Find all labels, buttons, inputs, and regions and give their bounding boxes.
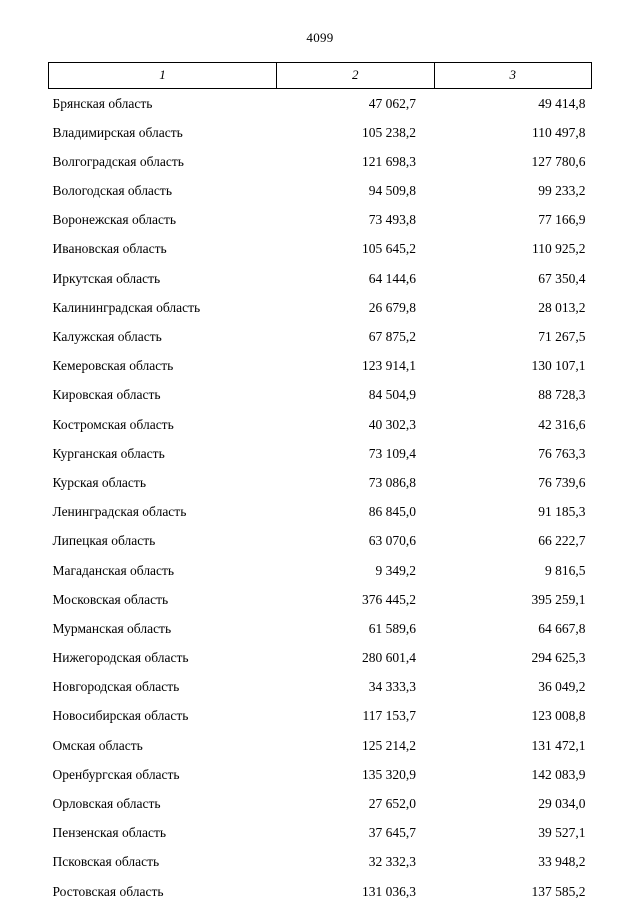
value-column-2: 105 238,2 — [277, 118, 434, 147]
table-row — [49, 147, 592, 176]
value-column-2: 34 333,3 — [277, 673, 434, 702]
table-row — [49, 527, 592, 556]
table-row — [49, 177, 592, 206]
value-column-2: 67 875,2 — [277, 323, 434, 352]
value-column-2: 117 153,7 — [277, 702, 434, 731]
value-column-3: 91 185,3 — [434, 498, 591, 527]
region-name: Курганская область — [49, 439, 277, 468]
table-row — [49, 352, 592, 381]
value-column-2: 73 109,4 — [277, 439, 434, 468]
region-name: Липецкая область — [49, 527, 277, 556]
value-column-3: 110 925,2 — [434, 235, 591, 264]
table-row — [49, 439, 592, 468]
table-container — [48, 62, 592, 906]
value-column-2: 73 086,8 — [277, 468, 434, 497]
region-name: Кировская область — [49, 381, 277, 410]
value-column-3: 130 107,1 — [434, 352, 591, 381]
value-column-3: 36 049,2 — [434, 673, 591, 702]
data-table — [48, 62, 592, 906]
value-column-2: 64 144,6 — [277, 264, 434, 293]
value-column-2: 9 349,2 — [277, 556, 434, 585]
region-name: Магаданская область — [49, 556, 277, 585]
table-row — [49, 585, 592, 614]
table-row — [49, 206, 592, 235]
table-row — [49, 235, 592, 264]
value-column-2: 131 036,3 — [277, 877, 434, 906]
value-column-2: 123 914,1 — [277, 352, 434, 381]
value-column-3: 395 259,1 — [434, 585, 591, 614]
region-name: Волгоградская область — [49, 147, 277, 176]
page-number: 4099 — [0, 0, 640, 46]
table-row — [49, 89, 592, 119]
value-column-3: 42 316,6 — [434, 410, 591, 439]
region-name: Ивановская область — [49, 235, 277, 264]
region-name: Новгородская область — [49, 673, 277, 702]
table-row — [49, 877, 592, 906]
region-name: Воронежская область — [49, 206, 277, 235]
region-name: Брянская область — [49, 89, 277, 119]
value-column-2: 27 652,0 — [277, 790, 434, 819]
region-name: Московская область — [49, 585, 277, 614]
region-name: Калужская область — [49, 323, 277, 352]
value-column-3: 49 414,8 — [434, 89, 591, 119]
value-column-2: 47 062,7 — [277, 89, 434, 119]
value-column-3: 76 763,3 — [434, 439, 591, 468]
region-name: Новосибирская область — [49, 702, 277, 731]
region-name: Вологодская область — [49, 177, 277, 206]
value-column-3: 39 527,1 — [434, 819, 591, 848]
value-column-3: 64 667,8 — [434, 614, 591, 643]
table-row — [49, 323, 592, 352]
value-column-3: 76 739,6 — [434, 468, 591, 497]
region-name: Нижегородская область — [49, 644, 277, 673]
value-column-3: 66 222,7 — [434, 527, 591, 556]
value-column-3: 88 728,3 — [434, 381, 591, 410]
region-name: Ростовская область — [49, 877, 277, 906]
column-header-1: 1 — [49, 63, 277, 89]
table-row — [49, 644, 592, 673]
value-column-2: 105 645,2 — [277, 235, 434, 264]
value-column-3: 110 497,8 — [434, 118, 591, 147]
table-row — [49, 702, 592, 731]
region-name: Калининградская область — [49, 293, 277, 322]
value-column-3: 131 472,1 — [434, 731, 591, 760]
region-name: Мурманская область — [49, 614, 277, 643]
table-row — [49, 264, 592, 293]
value-column-3: 127 780,6 — [434, 147, 591, 176]
table-row — [49, 498, 592, 527]
region-name: Псковская область — [49, 848, 277, 877]
value-column-3: 28 013,2 — [434, 293, 591, 322]
value-column-3: 71 267,5 — [434, 323, 591, 352]
value-column-2: 26 679,8 — [277, 293, 434, 322]
region-name: Костромская область — [49, 410, 277, 439]
region-name: Орловская область — [49, 790, 277, 819]
value-column-3: 142 083,9 — [434, 760, 591, 789]
region-name: Кемеровская область — [49, 352, 277, 381]
table-row — [49, 790, 592, 819]
value-column-3: 29 034,0 — [434, 790, 591, 819]
table-body — [49, 89, 592, 906]
value-column-2: 84 504,9 — [277, 381, 434, 410]
value-column-2: 135 320,9 — [277, 760, 434, 789]
value-column-3: 33 948,2 — [434, 848, 591, 877]
value-column-3: 77 166,9 — [434, 206, 591, 235]
value-column-3: 99 233,2 — [434, 177, 591, 206]
value-column-2: 121 698,3 — [277, 147, 434, 176]
table-row — [49, 673, 592, 702]
table-row — [49, 410, 592, 439]
table-row — [49, 118, 592, 147]
table-row — [49, 848, 592, 877]
value-column-2: 86 845,0 — [277, 498, 434, 527]
value-column-2: 61 589,6 — [277, 614, 434, 643]
table-row — [49, 819, 592, 848]
region-name: Оренбургская область — [49, 760, 277, 789]
table-row — [49, 293, 592, 322]
value-column-2: 40 302,3 — [277, 410, 434, 439]
region-name: Омская область — [49, 731, 277, 760]
table-row — [49, 381, 592, 410]
table-row — [49, 731, 592, 760]
value-column-3: 294 625,3 — [434, 644, 591, 673]
table-header — [49, 63, 592, 89]
table-row — [49, 760, 592, 789]
value-column-2: 37 645,7 — [277, 819, 434, 848]
region-name: Ленинградская область — [49, 498, 277, 527]
table-header-row — [49, 63, 592, 89]
table-row — [49, 556, 592, 585]
value-column-2: 376 445,2 — [277, 585, 434, 614]
value-column-3: 137 585,2 — [434, 877, 591, 906]
value-column-2: 73 493,8 — [277, 206, 434, 235]
column-header-3: 3 — [434, 63, 591, 89]
value-column-3: 67 350,4 — [434, 264, 591, 293]
region-name: Курская область — [49, 468, 277, 497]
region-name: Пензенская область — [49, 819, 277, 848]
table-row — [49, 614, 592, 643]
value-column-2: 280 601,4 — [277, 644, 434, 673]
table-row — [49, 468, 592, 497]
value-column-2: 32 332,3 — [277, 848, 434, 877]
region-name: Владимирская область — [49, 118, 277, 147]
value-column-3: 123 008,8 — [434, 702, 591, 731]
value-column-3: 9 816,5 — [434, 556, 591, 585]
value-column-2: 63 070,6 — [277, 527, 434, 556]
value-column-2: 94 509,8 — [277, 177, 434, 206]
region-name: Иркутская область — [49, 264, 277, 293]
value-column-2: 125 214,2 — [277, 731, 434, 760]
column-header-2: 2 — [277, 63, 434, 89]
